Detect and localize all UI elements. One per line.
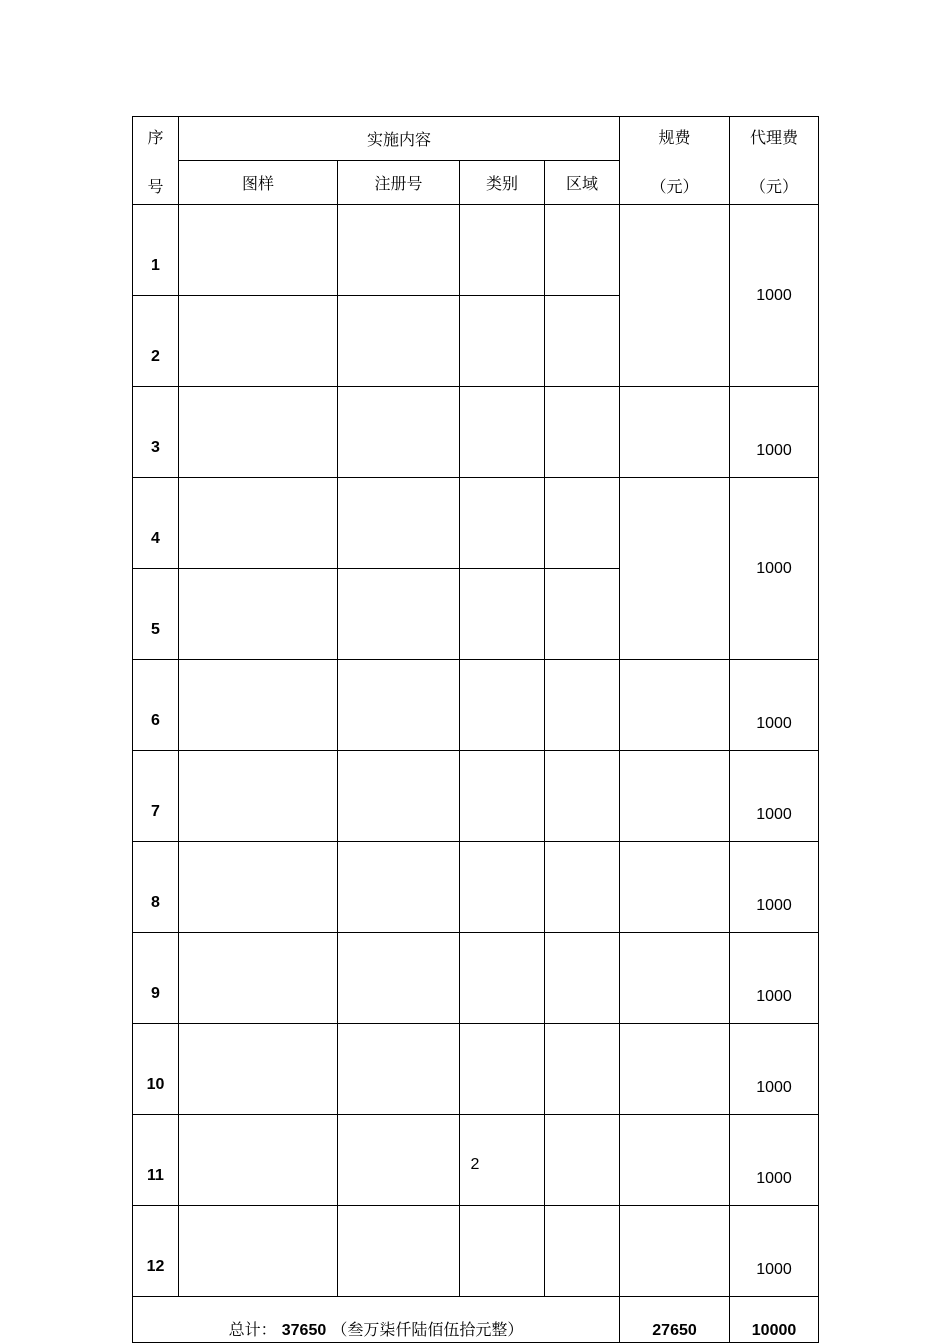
- reg-no-cell: [338, 660, 460, 751]
- category-cell: [460, 660, 545, 751]
- header-reg-no: 注册号: [338, 161, 460, 205]
- image-cell: [179, 842, 338, 933]
- total-label-cell: [133, 1297, 620, 1343]
- header-agency: [730, 117, 819, 205]
- table-row: [133, 1206, 819, 1297]
- reg-no-cell: [338, 569, 460, 660]
- header-agency-bottom: （元）: [750, 176, 799, 196]
- image-cell: [179, 296, 338, 387]
- fee-cell: [620, 660, 730, 751]
- fee-cell: [620, 387, 730, 478]
- region-cell: [545, 205, 620, 296]
- category-cell: [460, 933, 545, 1024]
- row-number: 7: [133, 751, 179, 842]
- reg-no-cell: [338, 751, 460, 842]
- reg-no-cell: [338, 296, 460, 387]
- region-cell: [545, 1024, 620, 1115]
- table-row: [133, 660, 819, 751]
- header-fee-top: 规费: [658, 127, 691, 147]
- agency-fee-cell: 1000: [730, 1206, 819, 1297]
- fee-cell: [620, 205, 730, 387]
- region-cell: [545, 660, 620, 751]
- image-cell: [179, 751, 338, 842]
- fee-total: 27650: [620, 1297, 730, 1343]
- reg-no-cell: [338, 1206, 460, 1297]
- agency-fee-cell: 1000: [730, 933, 819, 1024]
- fee-cell: [620, 1206, 730, 1297]
- agency-fee-cell: 1000: [730, 478, 819, 660]
- image-cell: [179, 205, 338, 296]
- category-cell: [460, 387, 545, 478]
- image-cell: [179, 1206, 338, 1297]
- category-cell: [460, 205, 545, 296]
- table-row: [133, 1024, 819, 1115]
- row-number: 4: [133, 478, 179, 569]
- table-row: [133, 751, 819, 842]
- header-fee-bottom: （元）: [650, 176, 699, 196]
- region-cell: [545, 296, 620, 387]
- reg-no-cell: [338, 1024, 460, 1115]
- category-cell: [460, 1206, 545, 1297]
- region-cell: [545, 933, 620, 1024]
- region-cell: [545, 387, 620, 478]
- reg-no-cell: [338, 933, 460, 1024]
- header-seq-top: 序: [147, 127, 164, 147]
- category-cell: [460, 569, 545, 660]
- region-cell: [545, 569, 620, 660]
- reg-no-cell: [338, 387, 460, 478]
- row-number: 3: [133, 387, 179, 478]
- category-cell: [460, 751, 545, 842]
- row-number: 11: [133, 1115, 179, 1206]
- header-seq: [133, 117, 179, 205]
- region-cell: [545, 751, 620, 842]
- row-number: 10: [133, 1024, 179, 1115]
- agency-fee-cell: 1000: [730, 751, 819, 842]
- table-row: [133, 205, 819, 296]
- image-cell: [179, 1024, 338, 1115]
- row-number: 5: [133, 569, 179, 660]
- row-number: 8: [133, 842, 179, 933]
- agency-fee-cell: 1000: [730, 387, 819, 478]
- row-number: 2: [133, 296, 179, 387]
- table-row: [133, 478, 819, 569]
- reg-no-cell: [338, 205, 460, 296]
- header-fee: [620, 117, 730, 205]
- fee-cell: [620, 842, 730, 933]
- row-number: 12: [133, 1206, 179, 1297]
- image-cell: [179, 933, 338, 1024]
- row-number: 9: [133, 933, 179, 1024]
- image-cell: [179, 569, 338, 660]
- header-category: 类别: [460, 161, 545, 205]
- reg-no-cell: [338, 842, 460, 933]
- total-amount: 37650: [281, 1322, 327, 1339]
- category-cell: [460, 842, 545, 933]
- fee-cell: [620, 478, 730, 660]
- page-number: 2: [470, 1156, 480, 1173]
- header-content: 实施内容: [179, 117, 620, 161]
- header-agency-top: 代理费: [750, 127, 799, 147]
- agency-fee-cell: 1000: [730, 842, 819, 933]
- image-cell: [179, 660, 338, 751]
- header-image: 图样: [179, 161, 338, 205]
- category-cell: [460, 296, 545, 387]
- total-amount-words: （叁万柒仟陆佰伍拾元整）: [331, 1320, 524, 1339]
- image-cell: [179, 387, 338, 478]
- total-label: 总计：: [228, 1320, 277, 1339]
- agency-fee-cell: 1000: [730, 1115, 819, 1206]
- table-row: [133, 842, 819, 933]
- fee-cell: [620, 751, 730, 842]
- row-number: 1: [133, 205, 179, 296]
- region-cell: [545, 842, 620, 933]
- agency-fee-cell: 1000: [730, 1024, 819, 1115]
- fee-cell: [620, 1024, 730, 1115]
- category-cell: [460, 1024, 545, 1115]
- region-cell: [545, 1206, 620, 1297]
- reg-no-cell: [338, 478, 460, 569]
- category-cell: [460, 478, 545, 569]
- table-row: [133, 933, 819, 1024]
- image-cell: [179, 478, 338, 569]
- agency-fee-total: 10000: [730, 1297, 819, 1343]
- agency-fee-cell: 1000: [730, 205, 819, 387]
- region-cell: [545, 478, 620, 569]
- row-number: 6: [133, 660, 179, 751]
- table-row: [133, 387, 819, 478]
- header-seq-bottom: 号: [147, 176, 164, 196]
- agency-fee-cell: 1000: [730, 660, 819, 751]
- total-row: [133, 1297, 819, 1343]
- fee-cell: [620, 933, 730, 1024]
- header-region: 区域: [545, 161, 620, 205]
